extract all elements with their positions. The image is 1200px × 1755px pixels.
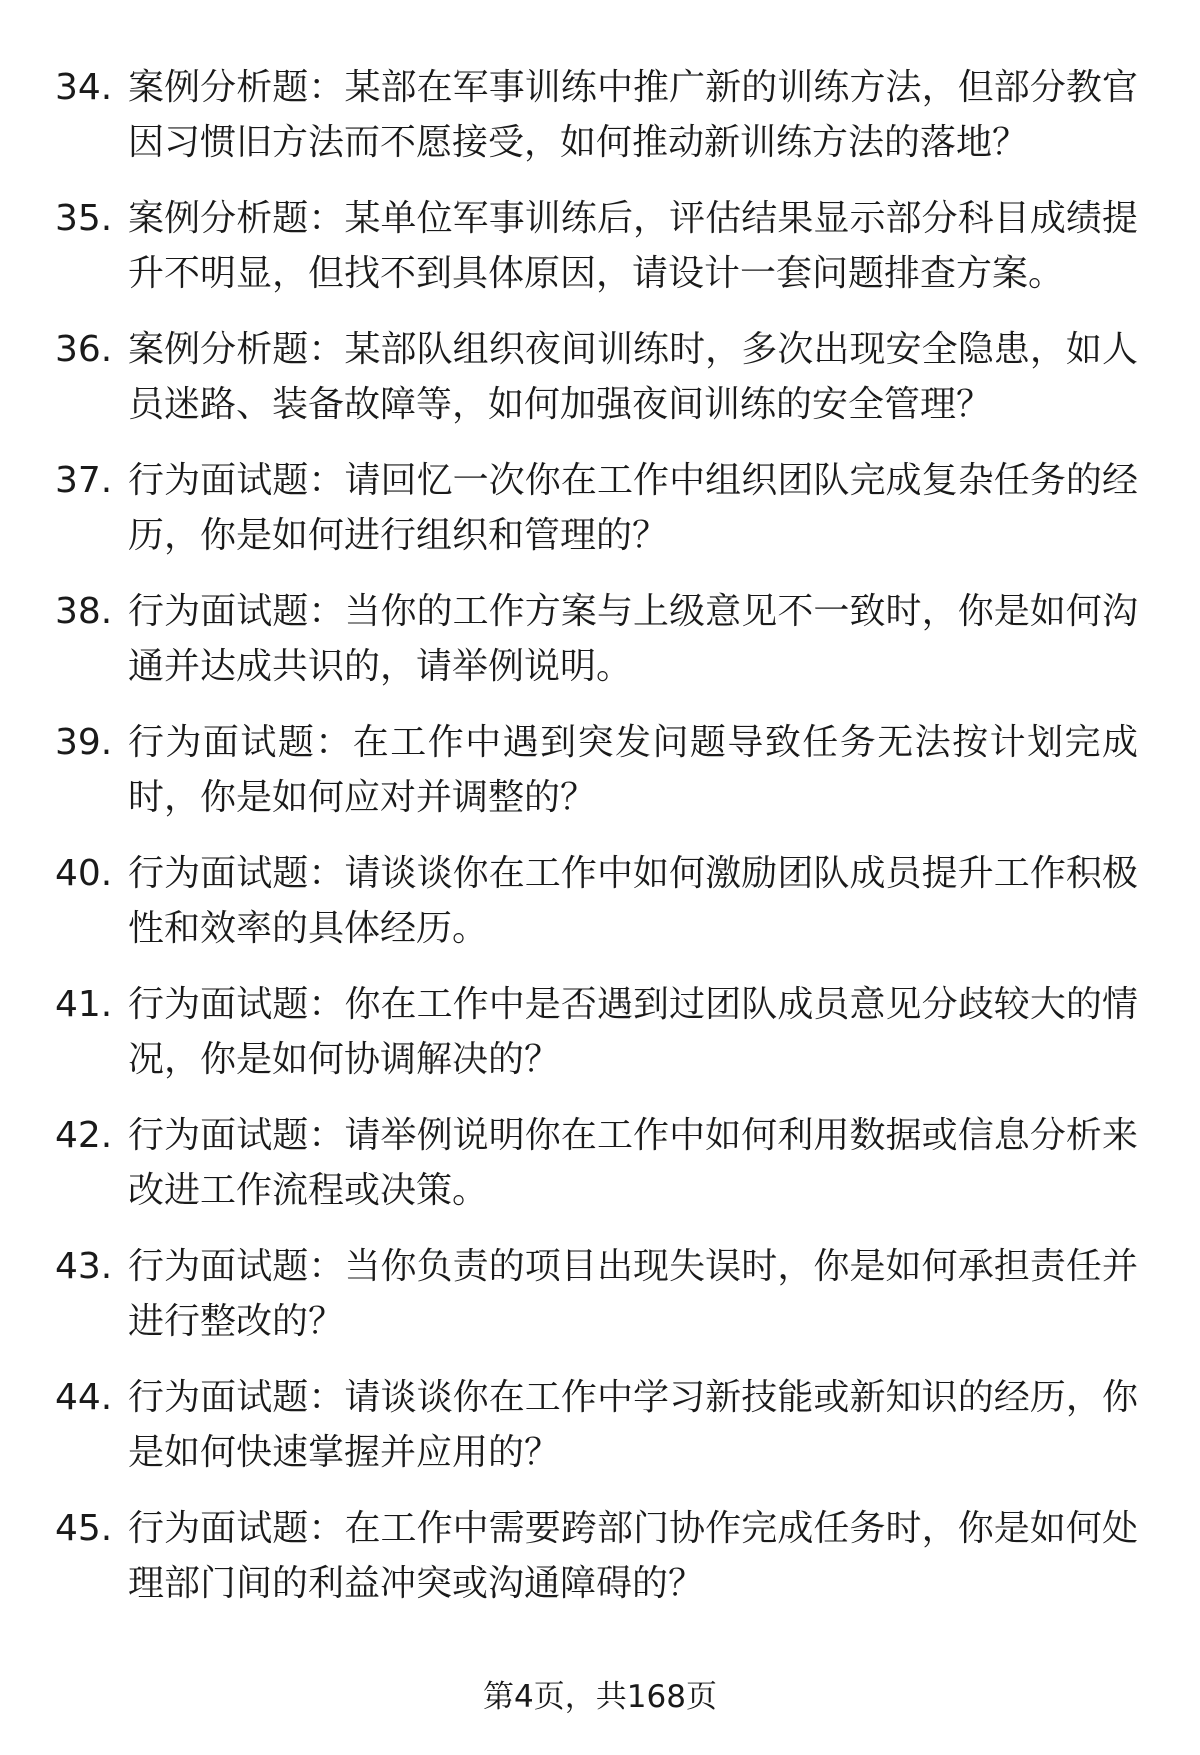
question-number: 38. [55, 591, 113, 632]
question-number: 37. [55, 460, 113, 501]
question-item [0, 191, 1200, 322]
question-item [0, 60, 1200, 191]
question-number: 43. [55, 1246, 113, 1287]
question-number: 35. [55, 198, 113, 239]
question-item [0, 1501, 1200, 1632]
question-item [0, 1370, 1200, 1501]
page-number-footer: 第4页，共168页 [483, 1679, 717, 1715]
question-text: 行为面试题：请谈谈你在工作中学习新技能或新知识的经历，你是如何快速掌握并应用的？ [128, 1377, 1138, 1473]
question-item [0, 1108, 1200, 1239]
question-number: 34. [55, 67, 113, 108]
question-item [0, 715, 1200, 846]
question-text: 行为面试题：请举例说明你在工作中如何利用数据或信息分析来改进工作流程或决策。 [128, 1115, 1138, 1211]
question-text: 行为面试题：当你负责的项目出现失误时，你是如何承担责任并进行整改的？ [128, 1246, 1138, 1342]
question-item [0, 322, 1200, 453]
question-text: 行为面试题：你在工作中是否遇到过团队成员意见分歧较大的情况，你是如何协调解决的？ [128, 984, 1138, 1080]
question-item [0, 977, 1200, 1108]
question-list [0, 60, 1200, 1632]
question-number: 41. [55, 984, 113, 1025]
question-text: 行为面试题：当你的工作方案与上级意见不一致时，你是如何沟通并达成共识的，请举例说明。 [128, 591, 1138, 687]
question-item [0, 1239, 1200, 1370]
question-item [0, 453, 1200, 584]
question-number: 42. [55, 1115, 113, 1156]
question-text: 案例分析题：某部在军事训练中推广新的训练方法，但部分教官因习惯旧方法而不愿接受，如何推动新训练方法的落地？ [128, 67, 1138, 163]
question-number: 40. [55, 853, 113, 894]
question-number: 36. [55, 329, 113, 370]
question-text: 行为面试题：请谈谈你在工作中如何激励团队成员提升工作积极性和效率的具体经历。 [128, 853, 1138, 949]
question-item [0, 846, 1200, 977]
question-text: 案例分析题：某单位军事训练后，评估结果显示部分科目成绩提升不明显，但找不到具体原因，请设计一套问题排查方案。 [128, 198, 1138, 294]
question-number: 45. [55, 1508, 113, 1549]
question-item [0, 584, 1200, 715]
question-number: 39. [55, 722, 113, 763]
question-text: 行为面试题：在工作中遇到突发问题导致任务无法按计划完成时，你是如何应对并调整的？ [128, 722, 1138, 818]
question-number: 44. [55, 1377, 113, 1418]
question-text: 行为面试题：在工作中需要跨部门协作完成任务时，你是如何处理部门间的利益冲突或沟通障碍的？ [128, 1508, 1138, 1604]
question-text: 案例分析题：某部队组织夜间训练时，多次出现安全隐患，如人员迷路、装备故障等，如何加强夜间训练的安全管理？ [128, 329, 1138, 425]
question-text: 行为面试题：请回忆一次你在工作中组织团队完成复杂任务的经历，你是如何进行组织和管理的？ [128, 460, 1138, 556]
